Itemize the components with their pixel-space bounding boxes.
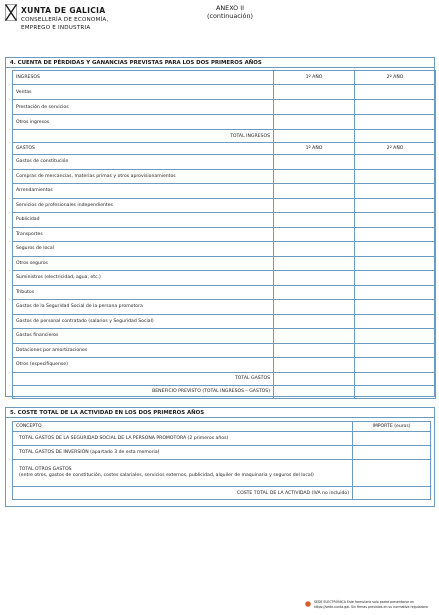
org-department-line1: CONSELLERÍA DE ECONOMÍA, (21, 17, 109, 23)
row-label: Prestación de servicios (13, 100, 274, 115)
row-label: Seguros de local (13, 242, 274, 257)
section-title: 5. COSTE TOTAL DE LA ACTIVIDAD EN LOS DOS PRIMEROS AÑOS (6, 408, 434, 418)
concepto-header: CONCEPTO (13, 422, 353, 432)
section-total-cost (5, 407, 435, 507)
year2-input[interactable] (355, 100, 436, 115)
year2-input[interactable] (355, 227, 436, 242)
year1-input[interactable] (274, 85, 355, 100)
gastos-header: GASTOS (13, 143, 274, 155)
year1-input[interactable] (274, 329, 355, 344)
year2-input[interactable] (355, 343, 436, 358)
row-label: Compras de mercancías, materias primas y otros aprovisionamientos (13, 169, 274, 184)
year1-input[interactable] (274, 300, 355, 315)
year2-input[interactable] (355, 271, 436, 286)
year1-input[interactable] (274, 155, 355, 170)
year2-input[interactable] (355, 329, 436, 344)
page-footer (305, 600, 435, 612)
total-gastos-label: TOTAL GASTOS (13, 372, 274, 385)
total-cost-label: COSTE TOTAL DE LA ACTIVIDAD (IVA no incluido) (13, 487, 353, 500)
row-label: Tributos (13, 285, 274, 300)
year1-input[interactable] (274, 198, 355, 213)
year1-input[interactable] (274, 314, 355, 329)
importe-header: IMPORTE (euros) (353, 422, 431, 432)
year1-header: 1º AÑO (274, 71, 355, 85)
row-label: TOTAL GASTOS DE INVERSIÓN (apartado 3 de esta memoria) (13, 446, 353, 460)
footer-line1: SEDE ELECTRÓNICA Este formulario solo podrá presentarse en (314, 600, 415, 604)
row-label: Gastos de personal contratado (salarios y Seguridad Social) (13, 314, 274, 329)
page-header (5, 4, 435, 44)
year2-input[interactable] (355, 242, 436, 257)
org-name: XUNTA DE GALICIA (21, 6, 106, 15)
org-department-line2: EMPREGO E INDUSTRIA (21, 25, 91, 31)
otros-gastos-title: TOTAL OTROS GASTOS (19, 467, 72, 472)
importe-input[interactable] (353, 487, 431, 500)
year2-input[interactable] (355, 385, 436, 398)
annex-title: ANEXO II (216, 4, 244, 12)
year2-input[interactable] (355, 155, 436, 170)
annex-subtitle: (continuación) (206, 12, 253, 20)
year2-input[interactable] (355, 184, 436, 199)
year2-input[interactable] (355, 85, 436, 100)
row-label: Servicios de profesionales independientes (13, 198, 274, 213)
sede-electronica-icon (305, 601, 311, 607)
year2-input[interactable] (355, 314, 436, 329)
year1-input[interactable] (274, 285, 355, 300)
year1-input[interactable] (274, 169, 355, 184)
year1-header: 1º AÑO (274, 143, 355, 155)
year2-input[interactable] (355, 130, 436, 143)
year2-input[interactable] (355, 300, 436, 315)
year1-input[interactable] (274, 130, 355, 143)
row-label: Otros ingresos (13, 115, 274, 130)
year2-input[interactable] (355, 285, 436, 300)
otros-gastos-detail: (entre otros, gastos de constitución, costes salariales, servicios externos, publicidad, alquiler de maquinaria y seguros del local) (19, 473, 314, 478)
year2-input[interactable] (355, 256, 436, 271)
year2-header: 2º AÑO (355, 143, 436, 155)
year1-input[interactable] (274, 385, 355, 398)
total-cost-table (12, 421, 431, 500)
row-label: Transportes (13, 227, 274, 242)
section-profit-loss (5, 57, 435, 397)
ingresos-header: INGRESOS (13, 71, 274, 85)
year2-input[interactable] (355, 198, 436, 213)
year1-input[interactable] (274, 115, 355, 130)
year1-input[interactable] (274, 213, 355, 228)
total-ingresos-label: TOTAL INGRESOS (13, 130, 274, 143)
section-title: 4. CUENTA DE PÉRDIDAS Y GANANCIAS PREVISTAS PARA LOS DOS PRIMEROS AÑOS (6, 58, 434, 68)
year1-input[interactable] (274, 184, 355, 199)
year2-input[interactable] (355, 213, 436, 228)
row-label: Publicidad (13, 213, 274, 228)
year2-input[interactable] (355, 115, 436, 130)
footer-line2: https://sede.xunta.gal. Sin firmas previstas en su normativa reguladora (314, 605, 428, 609)
importe-input[interactable] (353, 460, 431, 487)
importe-input[interactable] (353, 432, 431, 446)
year1-input[interactable] (274, 372, 355, 385)
year2-input[interactable] (355, 358, 436, 373)
row-label: Arrendamientos (13, 184, 274, 199)
row-label: Dotaciones por amortizaciones (13, 343, 274, 358)
year2-header: 2º AÑO (355, 71, 436, 85)
year2-input[interactable] (355, 372, 436, 385)
year1-input[interactable] (274, 227, 355, 242)
row-label: Suministros (electricidad, agua, etc.) (13, 271, 274, 286)
year1-input[interactable] (274, 358, 355, 373)
xunta-logo-icon (5, 4, 17, 21)
row-label-otros-gastos (13, 460, 353, 487)
year2-input[interactable] (355, 169, 436, 184)
year1-input[interactable] (274, 100, 355, 115)
year1-input[interactable] (274, 256, 355, 271)
row-label: Ventas (13, 85, 274, 100)
row-label: Otros (especifíquense) (13, 358, 274, 373)
row-label: Gastos financieros (13, 329, 274, 344)
row-label: TOTAL GASTOS DE LA SEGURIDAD SOCIAL DE LA PERSONA PROMOTORA (2 primeros años) (13, 432, 353, 446)
row-label: Otros seguros (13, 256, 274, 271)
year1-input[interactable] (274, 271, 355, 286)
beneficio-label: BENEFICIO PREVISTO (TOTAL INGRESOS – GASTOS) (13, 385, 274, 398)
row-label: Gastos de constitución (13, 155, 274, 170)
year1-input[interactable] (274, 343, 355, 358)
year1-input[interactable] (274, 242, 355, 257)
row-label: Gastos de la Seguridad Social de la persona promotora (13, 300, 274, 315)
importe-input[interactable] (353, 446, 431, 460)
profit-loss-table (12, 70, 436, 399)
